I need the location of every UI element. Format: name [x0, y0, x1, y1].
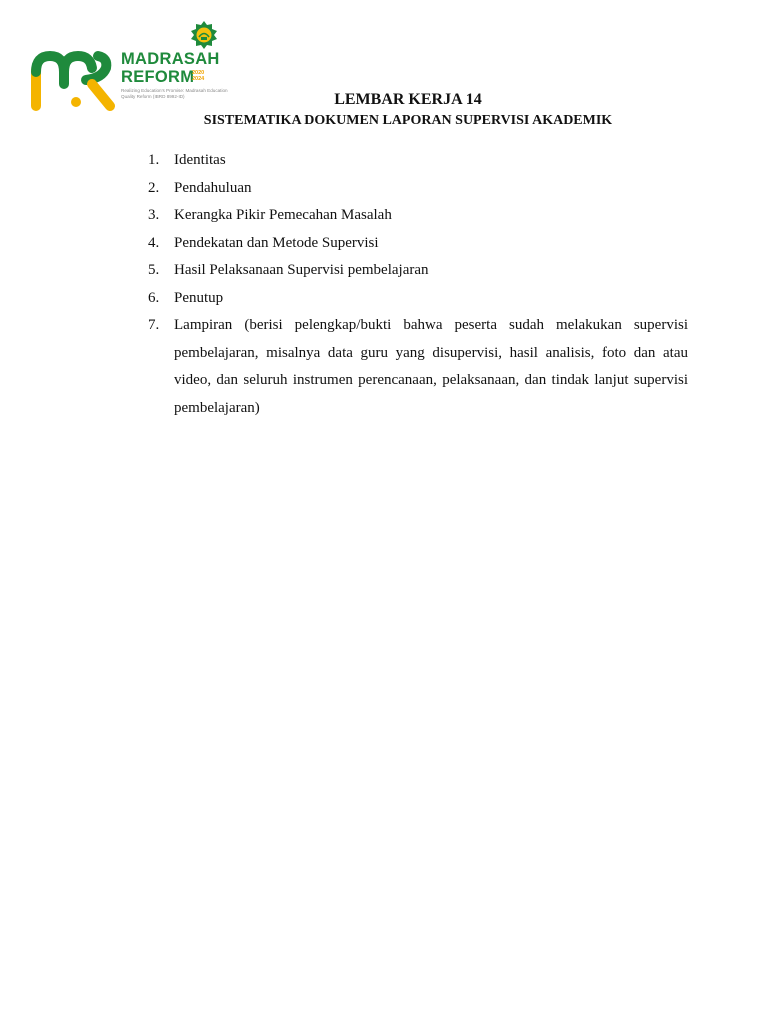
- list-item-text: Lampiran (berisi pelengkap/bukti bahwa peserta sudah melakukan supervisi pembelajaran, misalnya data guru yang disupervisi, hasil analisis, foto dan atau video, dan seluruh instrumen perencanaan, pelaksanaan, dan tindak lanjut supervisi pembelajaran): [174, 317, 688, 416]
- list-item-text: Hasil Pelaksanaan Supervisi pembelajaran: [174, 262, 429, 278]
- list-item-text: Pendahuluan: [174, 179, 252, 196]
- logo-year-start: 2020: [192, 70, 205, 76]
- list-item-number: 1.: [148, 152, 160, 168]
- numbered-list: [148, 147, 688, 422]
- list-item: [148, 202, 688, 230]
- list-item-number: 4.: [148, 234, 160, 251]
- page-title: LEMBAR KERJA 14: [334, 91, 482, 108]
- ministry-emblem-icon: [190, 20, 218, 50]
- list-item: [148, 312, 688, 422]
- logo-brand-line2: REFORM: [121, 68, 195, 86]
- list-item: [148, 257, 688, 285]
- list-item-number: 6.: [148, 289, 160, 306]
- list-item-text: Penutup: [174, 289, 224, 306]
- list-item: [148, 147, 688, 175]
- list-item-number: 5.: [148, 262, 160, 278]
- list-item-number: 3.: [148, 207, 160, 223]
- list-item: [148, 175, 688, 203]
- page-subtitle: SISTEMATIKA DOKUMEN LAPORAN SUPERVISI AKADEMIK: [203, 113, 613, 128]
- list-item-text: Kerangka Pikir Pemecahan Masalah: [174, 207, 392, 223]
- logo-tagline: Realizing Education's Promise: Madrasah Education Quality Reform (IBRD 8992-ID): [121, 88, 228, 99]
- list-item-number: 2.: [148, 179, 160, 196]
- list-item: [148, 230, 688, 258]
- list-item-number: 7.: [148, 317, 160, 333]
- logo-brand-line1: MADRASAH: [121, 50, 220, 68]
- logo-year-end: 2024: [192, 76, 205, 82]
- list-item: [148, 285, 688, 313]
- logo-years: [192, 70, 204, 82]
- list-item-text: Identitas: [174, 152, 226, 168]
- list-item-text: Pendekatan dan Metode Supervisi: [174, 234, 379, 251]
